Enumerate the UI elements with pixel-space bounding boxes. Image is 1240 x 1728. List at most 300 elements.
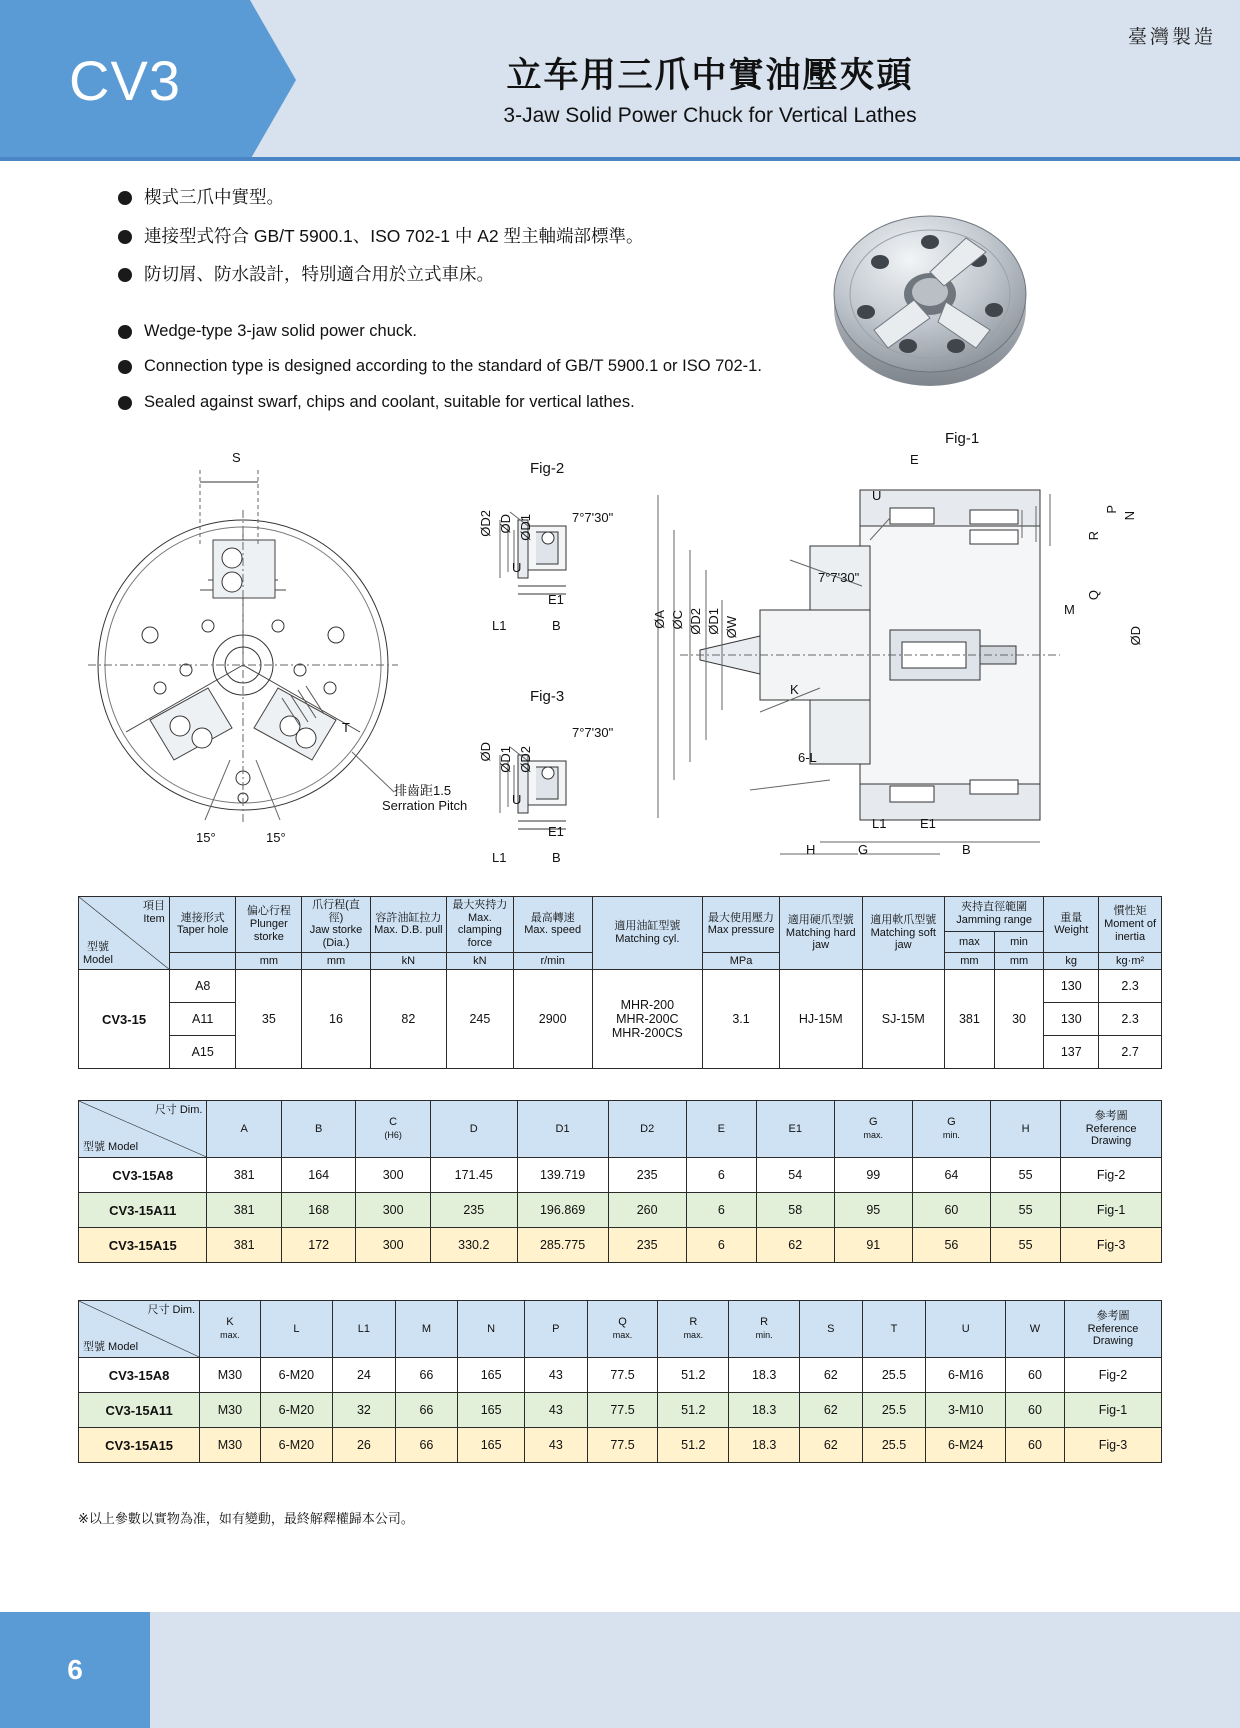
col-S: S — [800, 1301, 863, 1358]
dim-label-D2: ØD2 — [688, 608, 703, 635]
dim-label-E1-fig2: E1 — [548, 592, 564, 607]
dim1-Gmax-2: 91 — [834, 1228, 912, 1263]
col-W: W — [1005, 1301, 1064, 1358]
dim-label-D1: ØD1 — [706, 608, 721, 635]
table2-model-label: 型號 Model — [83, 1141, 139, 1154]
dim1-D2-0: 235 — [608, 1158, 686, 1193]
footnote: ※以上參數以實物為准，如有變動，最終解釋權歸本公司。 — [78, 1511, 414, 1526]
dim2-L1-2: 26 — [333, 1428, 396, 1463]
table-row — [79, 1428, 1162, 1463]
dim1-Gmax-1: 95 — [834, 1193, 912, 1228]
spec-model: CV3-15 — [79, 970, 170, 1069]
spec-weight-a8: 130 — [1044, 970, 1099, 1003]
col-clamp-en: Max. clamping force — [457, 911, 502, 949]
col-A: A — [207, 1101, 281, 1158]
dim1-B-2: 172 — [281, 1228, 355, 1263]
dim-label-L1-fig3: L1 — [492, 850, 507, 865]
dim-label-B-fig1: B — [962, 842, 971, 857]
figure-label-fig3: Fig-3 — [530, 688, 565, 705]
dim-label-U-fig3: U — [512, 792, 522, 807]
list-item — [118, 225, 878, 249]
dim2-model-2: CV3-15A15 — [79, 1428, 200, 1463]
col-pressure-cn: 最大使用壓力 — [708, 911, 775, 924]
dim-label-D1-fig3: ØD1 — [498, 746, 513, 773]
col-taper-hole — [170, 897, 236, 953]
col-db-pull — [370, 897, 446, 953]
dim-label-E: E — [910, 452, 919, 467]
dim2-L1-0: 24 — [333, 1358, 396, 1393]
dim2-U-1: 3-M10 — [926, 1393, 1005, 1428]
dim2-Q-1: 77.5 — [587, 1393, 658, 1428]
dim2-Q-0: 77.5 — [587, 1358, 658, 1393]
dim-label-B-fig2: B — [552, 618, 561, 633]
col-E: E — [686, 1101, 756, 1158]
dim1-model-0: CV3-15A8 — [79, 1158, 207, 1193]
dim1-Gmin-2: 56 — [912, 1228, 990, 1263]
made-in-label: 臺灣製造 — [1127, 27, 1216, 48]
list-item-label: 防切屑、防水設計，特別適合用於立式車床。 — [144, 264, 494, 285]
dim2-Q-2: 77.5 — [587, 1428, 658, 1463]
dim1-B-0: 164 — [281, 1158, 355, 1193]
col-soft-jaw — [862, 897, 944, 970]
dim-label-U-fig2: U — [512, 560, 522, 575]
dim1-B-1: 168 — [281, 1193, 355, 1228]
dim2-Rmin-0: 18.3 — [729, 1358, 800, 1393]
col-hard-jaw — [780, 897, 862, 970]
ref2-en1: Reference — [1087, 1322, 1139, 1335]
spec-inertia-a8: 2.3 — [1099, 970, 1162, 1003]
dim1-A-0: 381 — [207, 1158, 281, 1193]
page-number: 6 — [67, 1654, 83, 1685]
col-G-min — [912, 1101, 990, 1158]
unit-clamp: kN — [447, 952, 514, 970]
dim1-H-0: 55 — [990, 1158, 1060, 1193]
dim-label-U-fig1: U — [872, 488, 882, 503]
unit-pressure: MPa — [703, 952, 780, 970]
dim-label-angle-fig3: 7°7'30" — [572, 725, 614, 740]
col-softjaw-cn: 適用軟爪型號 — [870, 914, 937, 927]
col-K-sub: max. — [220, 1330, 240, 1340]
col-jam-cn: 夾持直徑範圍 — [961, 901, 1028, 914]
col-plunger-en: Plunger storke — [249, 917, 288, 943]
dim-label-D1-fig2: ØD1 — [518, 514, 533, 541]
col-db-pull-cn: 容許油缸拉力 — [375, 911, 442, 924]
col-jaw-cn: 爪行程(直徑) — [312, 899, 360, 924]
table-row — [79, 1358, 1162, 1393]
dim1-E1-1: 58 — [756, 1193, 834, 1228]
dim2-K-0: M30 — [200, 1358, 260, 1393]
dim1-E1-0: 54 — [756, 1158, 834, 1193]
list-item-label: 楔式三爪中實型。 — [144, 187, 284, 207]
list-item-label: 連接型式符合 GB/T 5900.1、ISO 702-1 中 A2 型主軸端部標準。 — [144, 225, 644, 246]
col-reference-drawing-2 — [1065, 1301, 1162, 1358]
unit-jam-max: mm — [945, 952, 995, 970]
dim2-S-0: 62 — [800, 1358, 863, 1393]
col-speed-en: Max. speed — [524, 924, 582, 937]
ref-en2: Drawing — [1090, 1135, 1132, 1148]
bullet-dot-icon — [118, 268, 132, 282]
bullet-dot-icon — [118, 360, 132, 374]
table1-corner-cell — [79, 897, 170, 970]
col-jam-max: max — [945, 932, 995, 952]
dim-label-D-fig3: ØD — [478, 742, 493, 762]
col-Rmax-label: R — [689, 1316, 698, 1329]
col-Q-label: Q — [618, 1316, 627, 1329]
dim2-N-1: 165 — [458, 1393, 525, 1428]
col-R-min — [729, 1301, 800, 1358]
dim1-H-1: 55 — [990, 1193, 1060, 1228]
spec-weight-a11: 130 — [1044, 1003, 1099, 1036]
table-row — [79, 1228, 1162, 1263]
dim2-Rmax-2: 51.2 — [658, 1428, 729, 1463]
spec-db-pull: 82 — [370, 970, 446, 1069]
spec-max-speed: 2900 — [513, 970, 592, 1069]
dim2-L1-1: 32 — [333, 1393, 396, 1428]
dim1-D1-0: 139.719 — [517, 1158, 608, 1193]
page-title-cn: 立车用三爪中實油壓夾頭 — [506, 56, 914, 95]
spec-soft-jaw: SJ-15M — [862, 970, 944, 1069]
col-clamping-force — [447, 897, 514, 953]
col-cyl-cn: 適用油缸型號 — [614, 920, 681, 933]
spec-jam-max: 381 — [945, 970, 995, 1069]
dim1-D-0: 171.45 — [430, 1158, 517, 1193]
bullet-dot-icon — [118, 230, 132, 244]
dim1-D2-1: 260 — [608, 1193, 686, 1228]
dim1-D2-2: 235 — [608, 1228, 686, 1263]
spec-matching-cyl — [592, 970, 702, 1069]
col-R-max — [658, 1301, 729, 1358]
list-item-label: Wedge-type 3-jaw solid power chuck. — [144, 322, 417, 340]
dim1-model-1: CV3-15A11 — [79, 1193, 207, 1228]
col-db-pull-en: Max. D.B. pull — [374, 924, 443, 937]
technical-drawings — [0, 430, 1240, 880]
dim-label-E1-fig3: E1 — [548, 824, 564, 839]
serration-pitch-cn: 排齒距1.5 — [394, 783, 452, 798]
col-hardjaw-cn: 適用硬爪型號 — [787, 914, 854, 927]
dim1-C-0: 300 — [356, 1158, 430, 1193]
unit-weight: kg — [1044, 952, 1099, 970]
dimension-table-2 — [78, 1300, 1162, 1463]
dim1-A-1: 381 — [207, 1193, 281, 1228]
col-C-label: C — [389, 1116, 398, 1129]
spec-inertia-a15: 2.7 — [1099, 1036, 1162, 1069]
dim2-K-1: M30 — [200, 1393, 260, 1428]
dim1-D-2: 330.2 — [430, 1228, 517, 1263]
page-footer — [0, 1612, 1240, 1728]
dim2-P-0: 43 — [525, 1358, 588, 1393]
table3-dim-label: 尺寸 Dim. — [147, 1304, 196, 1316]
dim2-ref-2: Fig-3 — [1065, 1428, 1162, 1463]
dim2-U-0: 6-M16 — [926, 1358, 1005, 1393]
table-row — [79, 1393, 1162, 1428]
dim1-C-1: 300 — [356, 1193, 430, 1228]
unit-db-pull: kN — [370, 952, 446, 970]
col-D: D — [430, 1101, 517, 1158]
dim-label-D2-fig2: ØD2 — [478, 510, 493, 537]
table2-dim-label: 尺寸 Dim. — [154, 1104, 203, 1116]
col-Q-sub: max. — [612, 1330, 633, 1340]
spec-table — [78, 896, 1162, 1069]
dim-label-D-fig2: ØD — [498, 514, 513, 534]
col-inertia-en: Moment of inertia — [1104, 917, 1157, 943]
dim2-L-2: 6-M20 — [260, 1428, 333, 1463]
model-code: CV3 — [69, 48, 181, 112]
col-jaw-en: Jaw storke (Dia.) — [309, 924, 363, 949]
table3-model-label: 型號 Model — [83, 1341, 139, 1354]
dim2-W-0: 60 — [1005, 1358, 1064, 1393]
col-D1: D1 — [517, 1101, 608, 1158]
dim-label-6L: 6-L — [798, 750, 817, 765]
table1-item-cn: 項目 — [143, 900, 166, 912]
list-item — [118, 355, 898, 377]
table-row — [79, 970, 1162, 1003]
dim2-T-0: 25.5 — [862, 1358, 926, 1393]
spec-hard-jaw: HJ-15M — [780, 970, 862, 1069]
list-item — [118, 391, 898, 413]
dim2-N-0: 165 — [458, 1358, 525, 1393]
dim2-S-2: 62 — [800, 1428, 863, 1463]
dim2-N-2: 165 — [458, 1428, 525, 1463]
figure-label-fig1: Fig-1 — [945, 430, 980, 447]
table1-model-cn: 型號 — [86, 940, 109, 953]
col-Gmin-label: G — [947, 1116, 956, 1129]
dim2-U-2: 6-M24 — [926, 1428, 1005, 1463]
dim-label-R: R — [1086, 530, 1101, 540]
col-inertia-cn: 慣性矩 — [1113, 905, 1147, 918]
dim-label-D-right: ØD — [1128, 626, 1143, 646]
dim-label-D2-fig3: ØD2 — [518, 746, 533, 773]
col-L: L — [260, 1301, 333, 1358]
col-weight-en: Weight — [1054, 924, 1089, 937]
feature-list-en — [118, 320, 898, 426]
dim2-T-1: 25.5 — [862, 1393, 926, 1428]
col-jaw-stroke — [302, 897, 370, 953]
ref-cn: 參考圖 — [1094, 1110, 1128, 1123]
col-K-label: K — [226, 1316, 234, 1329]
list-item — [118, 186, 878, 210]
dimension-table-1 — [78, 1100, 1162, 1263]
col-E1: E1 — [756, 1101, 834, 1158]
bullet-dot-icon — [118, 191, 132, 205]
col-cyl-en: Matching cyl. — [615, 933, 680, 946]
dim2-model-1: CV3-15A11 — [79, 1393, 200, 1428]
product-photo — [818, 190, 1048, 390]
unit-speed: r/min — [513, 952, 592, 970]
header-divider — [0, 157, 1240, 161]
dim-label-C: ØC — [670, 610, 685, 630]
unit-jaw: mm — [302, 952, 370, 970]
dim2-Rmax-1: 51.2 — [658, 1393, 729, 1428]
dim-label-L1-fig1: L1 — [872, 816, 887, 831]
unit-jam-min: mm — [994, 952, 1043, 970]
list-item — [118, 263, 878, 287]
col-inertia — [1099, 897, 1162, 953]
dim1-ref-1: Fig-1 — [1061, 1193, 1162, 1228]
col-reference-drawing — [1061, 1101, 1162, 1158]
list-item-label: Connection type is designed according to the standard of GB/T 5900.1 or ISO 702-1. — [144, 357, 762, 376]
dim2-K-2: M30 — [200, 1428, 260, 1463]
col-jam-min: min — [994, 932, 1043, 952]
dim1-E-1: 6 — [686, 1193, 756, 1228]
col-plunger-stroke — [236, 897, 302, 953]
dim2-M-2: 66 — [395, 1428, 458, 1463]
spec-jaw-stroke: 16 — [302, 970, 370, 1069]
spec-taper-a15: A15 — [170, 1036, 236, 1069]
spec-clamping-force: 245 — [447, 970, 514, 1069]
table1-model-en: Model — [83, 953, 113, 966]
dim-label-S: S — [232, 450, 241, 465]
dim2-P-1: 43 — [525, 1393, 588, 1428]
figure-label-fig2: Fig-2 — [530, 460, 565, 477]
dim-label-L1-fig2: L1 — [492, 618, 507, 633]
col-plunger-cn: 偏心行程 — [246, 905, 291, 918]
col-speed-cn: 最高轉速 — [530, 911, 575, 924]
page-title-en: 3-Jaw Solid Power Chuck for Vertical Lathes — [503, 104, 917, 127]
col-Rmin-sub: min. — [755, 1330, 773, 1340]
table-row — [79, 1193, 1162, 1228]
col-Gmin-sub: min. — [942, 1130, 960, 1140]
dim1-ref-0: Fig-2 — [1061, 1158, 1162, 1193]
col-taper-hole-cn: 連接形式 — [180, 911, 225, 924]
page-header — [0, 0, 1240, 160]
dim-label-angle-fig2: 7°7'30" — [572, 510, 614, 525]
cyl-3: MHR-200CS — [611, 1026, 683, 1041]
dim1-H-2: 55 — [990, 1228, 1060, 1263]
unit-taper — [170, 952, 236, 970]
bullet-dot-icon — [118, 325, 132, 339]
dim1-C-2: 300 — [356, 1228, 430, 1263]
dim-label-T: T — [342, 720, 350, 735]
col-K — [200, 1301, 260, 1358]
dim2-M-1: 66 — [395, 1393, 458, 1428]
spec-taper-a11: A11 — [170, 1003, 236, 1036]
dim1-Gmax-0: 99 — [834, 1158, 912, 1193]
dim2-P-2: 43 — [525, 1428, 588, 1463]
col-softjaw-en: Matching soft jaw — [870, 926, 936, 952]
col-M: M — [395, 1301, 458, 1358]
dim1-Gmin-1: 60 — [912, 1193, 990, 1228]
table-row — [79, 1158, 1162, 1193]
spec-inertia-a11: 2.3 — [1099, 1003, 1162, 1036]
col-L1: L1 — [333, 1301, 396, 1358]
dim1-E1-2: 62 — [756, 1228, 834, 1263]
col-U: U — [926, 1301, 1005, 1358]
unit-plunger: mm — [236, 952, 302, 970]
list-item-label: Sealed against swarf, chips and coolant, suitable for vertical lathes. — [144, 392, 635, 411]
dim1-D-1: 235 — [430, 1193, 517, 1228]
unit-inertia: kg·m² — [1099, 952, 1162, 970]
dim2-Rmax-0: 51.2 — [658, 1358, 729, 1393]
dim-label-K: K — [790, 682, 799, 697]
dim2-W-1: 60 — [1005, 1393, 1064, 1428]
ref2-en2: Drawing — [1092, 1335, 1134, 1348]
dim-label-angle-fig1: 7°7'30" — [818, 570, 860, 585]
col-T: T — [862, 1301, 926, 1358]
dim1-ref-2: Fig-3 — [1061, 1228, 1162, 1263]
col-Gmax-label: G — [869, 1116, 878, 1129]
drawing-svg — [0, 430, 1240, 880]
col-B: B — [281, 1101, 355, 1158]
table2-corner-cell — [79, 1101, 207, 1158]
col-D2: D2 — [608, 1101, 686, 1158]
spec-plunger-stroke: 35 — [236, 970, 302, 1069]
serration-pitch-en: Serration Pitch — [382, 798, 468, 813]
dim-label-P: P — [1104, 505, 1119, 514]
col-pressure-en: Max pressure — [707, 924, 775, 937]
dim2-S-1: 62 — [800, 1393, 863, 1428]
col-Rmax-sub: max. — [683, 1330, 704, 1340]
dim2-ref-1: Fig-1 — [1065, 1393, 1162, 1428]
dim-label-H: H — [806, 842, 816, 857]
dim2-T-2: 25.5 — [862, 1428, 926, 1463]
col-N: N — [458, 1301, 525, 1358]
dim-label-B-fig3: B — [552, 850, 561, 865]
dim1-D1-1: 196.869 — [517, 1193, 608, 1228]
dim1-model-2: CV3-15A15 — [79, 1228, 207, 1263]
dim2-W-2: 60 — [1005, 1428, 1064, 1463]
dim2-Rmin-1: 18.3 — [729, 1393, 800, 1428]
cyl-1: MHR-200 — [620, 998, 675, 1013]
dim2-M-0: 66 — [395, 1358, 458, 1393]
col-C — [356, 1101, 430, 1158]
col-weight-cn: 重量 — [1060, 911, 1083, 924]
dim-label-E1-fig1: E1 — [920, 816, 936, 831]
spec-taper-a8: A8 — [170, 970, 236, 1003]
list-item — [118, 320, 898, 342]
dim-label-G: G — [858, 842, 869, 857]
col-Rmin-label: R — [760, 1316, 769, 1329]
dim2-Rmin-2: 18.3 — [729, 1428, 800, 1463]
dim2-model-0: CV3-15A8 — [79, 1358, 200, 1393]
dim2-L-0: 6-M20 — [260, 1358, 333, 1393]
col-taper-hole-en: Taper hole — [177, 924, 229, 937]
dim1-A-2: 381 — [207, 1228, 281, 1263]
col-G-max — [834, 1101, 912, 1158]
spec-max-pressure: 3.1 — [703, 970, 780, 1069]
col-Gmax-sub: max. — [863, 1130, 884, 1140]
angle-label-15-left: 15° — [196, 830, 216, 845]
col-Q — [587, 1301, 658, 1358]
col-C-sub: (H6) — [384, 1130, 402, 1140]
dim1-E-2: 6 — [686, 1228, 756, 1263]
col-jam-en: Jamming range — [956, 914, 1033, 927]
table1-item-en: Item — [143, 912, 165, 925]
dim1-E-0: 6 — [686, 1158, 756, 1193]
dim-label-W: ØW — [724, 616, 739, 639]
col-H: H — [990, 1101, 1060, 1158]
ref-en1: Reference — [1085, 1122, 1137, 1135]
table3-corner-cell — [79, 1301, 200, 1358]
col-jamming-range — [945, 897, 1044, 932]
feature-list-cn — [118, 186, 878, 302]
bullet-dot-icon — [118, 396, 132, 410]
dim2-ref-0: Fig-2 — [1065, 1358, 1162, 1393]
dim-label-M: M — [1064, 602, 1075, 617]
col-max-speed — [513, 897, 592, 953]
angle-label-15-right: 15° — [266, 830, 286, 845]
col-max-pressure — [703, 897, 780, 953]
col-hardjaw-en: Matching hard jaw — [785, 926, 856, 952]
col-clamp-cn: 最大夾持力 — [452, 899, 508, 911]
dim2-L-1: 6-M20 — [260, 1393, 333, 1428]
ref2-cn: 參考圖 — [1096, 1310, 1130, 1323]
dim-label-Q: Q — [1086, 589, 1101, 600]
col-P: P — [525, 1301, 588, 1358]
col-matching-cyl — [592, 897, 702, 970]
spec-weight-a15: 137 — [1044, 1036, 1099, 1069]
dim1-D1-2: 285.775 — [517, 1228, 608, 1263]
dim-label-A: ØA — [652, 610, 667, 629]
